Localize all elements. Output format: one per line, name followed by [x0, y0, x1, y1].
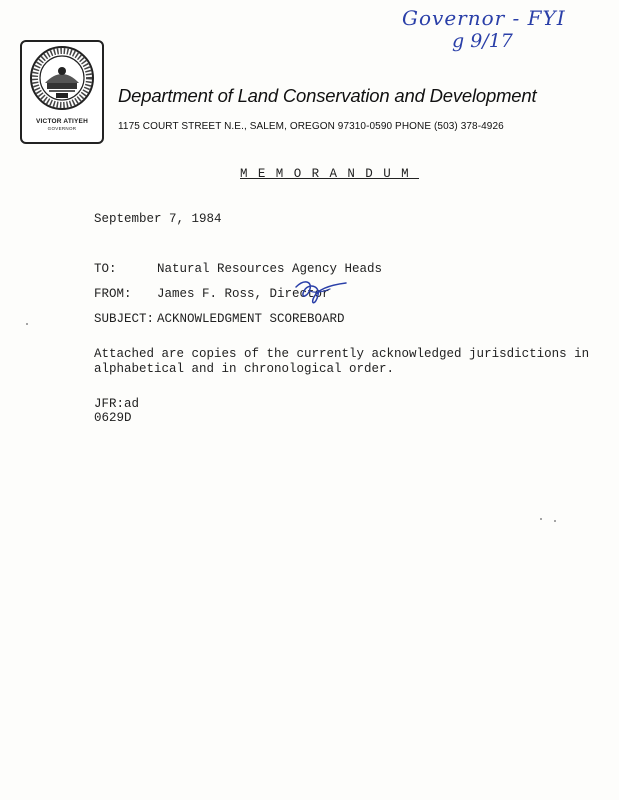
governor-title: GOVERNOR [47, 126, 77, 131]
reference-initials: JFR:ad [94, 397, 140, 411]
scan-speck [26, 323, 28, 325]
scan-speck [554, 520, 556, 522]
reference-code: 0629D [94, 411, 132, 425]
signature-initials-icon [290, 275, 350, 309]
department-name: Department of Land Conservation and Development [118, 85, 537, 106]
to-value: Natural Resources Agency Heads [157, 262, 383, 276]
governor-seal-box [20, 40, 104, 144]
memo-body-line: alphabetical and in chronological order. [94, 362, 395, 376]
from-label: FROM: [94, 287, 132, 301]
memo-body-line: Attached are copies of the currently acknowledged jurisdictions in [94, 347, 590, 361]
state-seal-icon [29, 45, 95, 111]
governor-name: VICTOR ATIYEH [36, 118, 88, 125]
memo-date: September 7, 1984 [94, 212, 222, 226]
memo-title: MEMORANDUM [240, 167, 420, 181]
from-value: James F. Ross, Director [157, 287, 330, 301]
scan-speck [540, 518, 542, 520]
handwritten-note-initials-date: g 9/17 [452, 30, 513, 52]
handwritten-note-governor: Governor - FYI [402, 6, 566, 30]
subject-value: ACKNOWLEDGMENT SCOREBOARD [157, 312, 345, 326]
subject-label: SUBJECT: [94, 312, 155, 326]
department-address: 1175 COURT STREET N.E., SALEM, OREGON 97310-0590 PHONE (503) 378-4926 [118, 121, 504, 132]
to-label: TO: [94, 262, 117, 276]
